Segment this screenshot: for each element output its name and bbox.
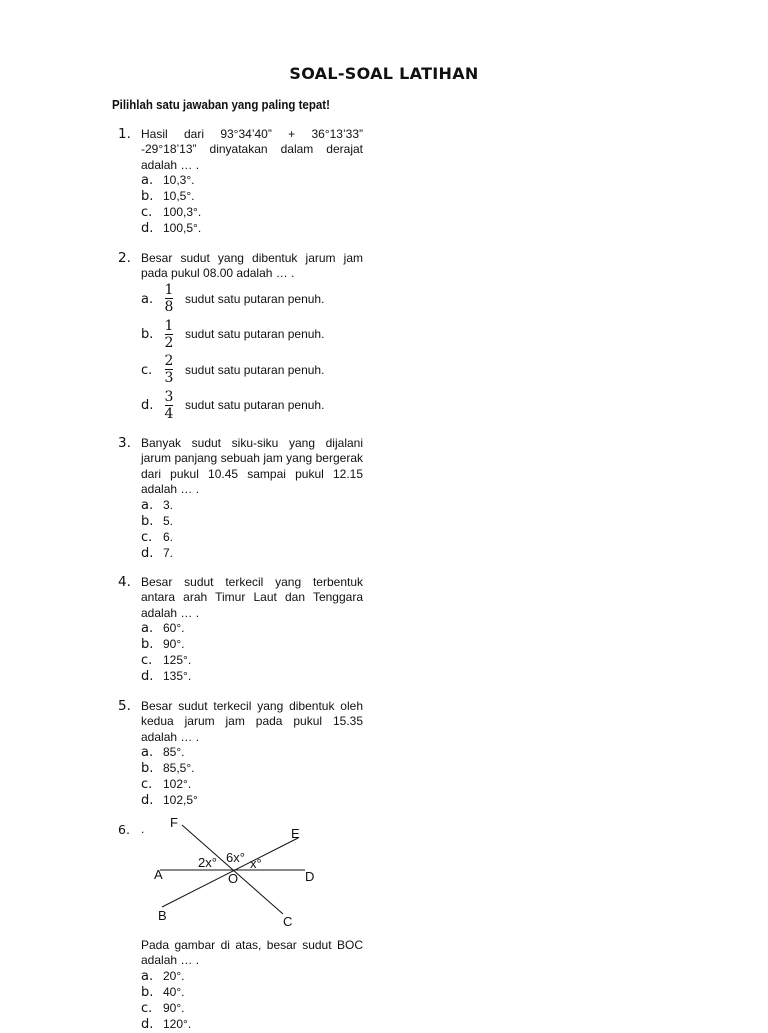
option-text: 60°. — [163, 621, 185, 636]
option-a — [141, 173, 363, 189]
option-letter: d. — [141, 1016, 154, 1032]
fraction-numerator: 1 — [164, 282, 174, 299]
angle-label-6x: 6x° — [226, 850, 245, 865]
fraction-numerator: 2 — [164, 353, 174, 370]
option-text: 100,5°. — [163, 221, 202, 236]
option-b — [141, 317, 363, 353]
option-text: sudut satu putaran penuh. — [185, 362, 325, 377]
option-b — [141, 761, 363, 777]
angle-label-2x: 2x° — [198, 855, 217, 870]
label-e: E — [291, 826, 300, 841]
instruction-text: Pilihlah satu jawaban yang paling tepat! — [112, 98, 330, 112]
label-c: C — [283, 914, 293, 929]
question-1 — [118, 127, 363, 237]
question-number: 4. — [118, 574, 131, 590]
question-2 — [118, 251, 363, 424]
option-text: 90°. — [163, 1000, 185, 1015]
option-d — [141, 545, 363, 561]
question-number: 6. — [118, 822, 130, 837]
question-text: Besar sudut terkecil yang terbentuk antara arah Timur Laut dan Tenggara adalah … . — [141, 575, 363, 620]
option-letter: c. — [141, 653, 153, 669]
option-a — [141, 497, 363, 513]
options-list — [141, 621, 363, 685]
option-letter: c. — [141, 205, 153, 221]
fraction — [163, 319, 175, 351]
fraction — [163, 354, 175, 386]
fraction-denominator: 4 — [164, 405, 174, 422]
question-number: 2. — [118, 250, 131, 266]
fraction-numerator: 1 — [164, 317, 174, 334]
option-b — [141, 513, 363, 529]
option-text: sudut satu putaran penuh. — [185, 291, 325, 306]
option-letter: a. — [141, 968, 154, 984]
option-letter: a. — [141, 621, 154, 637]
page-title: SOAL-SOAL LATIHAN — [289, 64, 479, 83]
fraction-denominator: 2 — [164, 334, 174, 351]
question-text: Hasil dari 93°34’40” + 36°13’33” -29°18’13” dinyatakan dalam derajat adalah … . — [141, 127, 363, 172]
option-text: 20°. — [163, 968, 185, 983]
question-text: Besar sudut yang dibentuk jarum jam pada pukul 08.00 adalah … . — [141, 251, 363, 281]
question-text: Besar sudut terkecil yang dibentuk oleh kedua jarum jam pada pukul 15.35 adalah … . — [141, 699, 363, 744]
fraction-numerator: 3 — [164, 388, 174, 405]
option-letter: a. — [141, 173, 154, 189]
option-b — [141, 637, 363, 653]
option-text: 102°. — [163, 777, 192, 792]
option-letter: c. — [141, 529, 153, 545]
option-text: 10,5°. — [163, 189, 195, 204]
options-list — [141, 282, 363, 424]
option-a — [141, 282, 363, 318]
options-list — [141, 497, 363, 561]
options-list — [141, 969, 363, 1033]
option-d — [141, 793, 363, 809]
question-5 — [118, 699, 363, 809]
label-b: B — [158, 908, 167, 923]
option-text: 120°. — [163, 1016, 192, 1031]
option-letter: d. — [141, 221, 154, 237]
option-letter: c. — [141, 362, 153, 378]
option-c — [141, 353, 363, 389]
option-a — [141, 969, 363, 985]
question-number: 3. — [118, 435, 131, 451]
question-text: Pada gambar di atas, besar sudut BOC adalah … . — [141, 938, 363, 968]
label-a: A — [154, 867, 163, 882]
option-a — [141, 621, 363, 637]
option-letter: b. — [141, 327, 154, 343]
angle-label-x: x° — [250, 856, 262, 871]
option-text: 3. — [163, 497, 174, 512]
option-text: 100,3°. — [163, 205, 202, 220]
option-letter: a. — [141, 497, 154, 513]
option-text: sudut satu putaran penuh. — [185, 398, 325, 413]
option-b — [141, 985, 363, 1001]
option-c — [141, 777, 363, 793]
fraction-denominator: 8 — [164, 299, 174, 316]
option-text: 6. — [163, 529, 174, 544]
option-text: 10,3°. — [163, 173, 195, 188]
question-text: Banyak sudut siku-siku yang dijalani jarum panjang sebuah jam yang bergerak dari pukul 10.45 sampai pukul 12.15 adalah … . — [141, 436, 363, 496]
question-number: 5. — [118, 698, 131, 714]
option-text: 102,5° — [163, 793, 198, 808]
option-letter: d. — [141, 669, 154, 685]
option-text: 85°. — [163, 745, 185, 760]
option-a — [141, 745, 363, 761]
options-list — [141, 745, 363, 809]
option-d — [141, 221, 363, 237]
option-c — [141, 653, 363, 669]
option-letter: a. — [141, 745, 154, 761]
option-letter: d. — [141, 398, 154, 414]
option-c — [141, 1001, 363, 1017]
fraction — [163, 283, 175, 315]
option-d — [141, 388, 363, 424]
label-d: D — [305, 869, 315, 884]
question-number: 1. — [118, 126, 131, 142]
option-text: 40°. — [163, 984, 185, 999]
angle-figure — [140, 812, 340, 932]
option-letter: c. — [141, 1000, 153, 1016]
label-o: O — [228, 871, 239, 886]
option-text: sudut satu putaran penuh. — [185, 327, 325, 342]
option-letter: b. — [141, 761, 154, 777]
fraction — [163, 390, 175, 422]
option-text: 5. — [163, 513, 174, 528]
option-letter: c. — [141, 777, 153, 793]
option-letter: b. — [141, 984, 154, 1000]
option-d — [141, 1017, 363, 1033]
options-list — [141, 173, 363, 237]
option-d — [141, 669, 363, 685]
option-text: 90°. — [163, 637, 185, 652]
option-letter: d. — [141, 545, 154, 561]
option-text: 85,5°. — [163, 761, 195, 776]
question-3 — [118, 436, 363, 561]
option-letter: b. — [141, 189, 154, 205]
option-text: 125°. — [163, 653, 192, 668]
question-4 — [118, 575, 363, 685]
option-text: 7. — [163, 545, 174, 560]
option-c — [141, 205, 363, 221]
option-letter: a. — [141, 291, 154, 307]
option-letter: d. — [141, 793, 154, 809]
option-text: 135°. — [163, 669, 192, 684]
question-lead: . — [141, 822, 145, 836]
option-letter: b. — [141, 513, 154, 529]
option-b — [141, 189, 363, 205]
fraction-denominator: 3 — [164, 370, 174, 387]
option-c — [141, 529, 363, 545]
option-letter: b. — [141, 637, 154, 653]
question-6-body — [118, 938, 363, 1033]
label-f: F — [170, 815, 178, 830]
